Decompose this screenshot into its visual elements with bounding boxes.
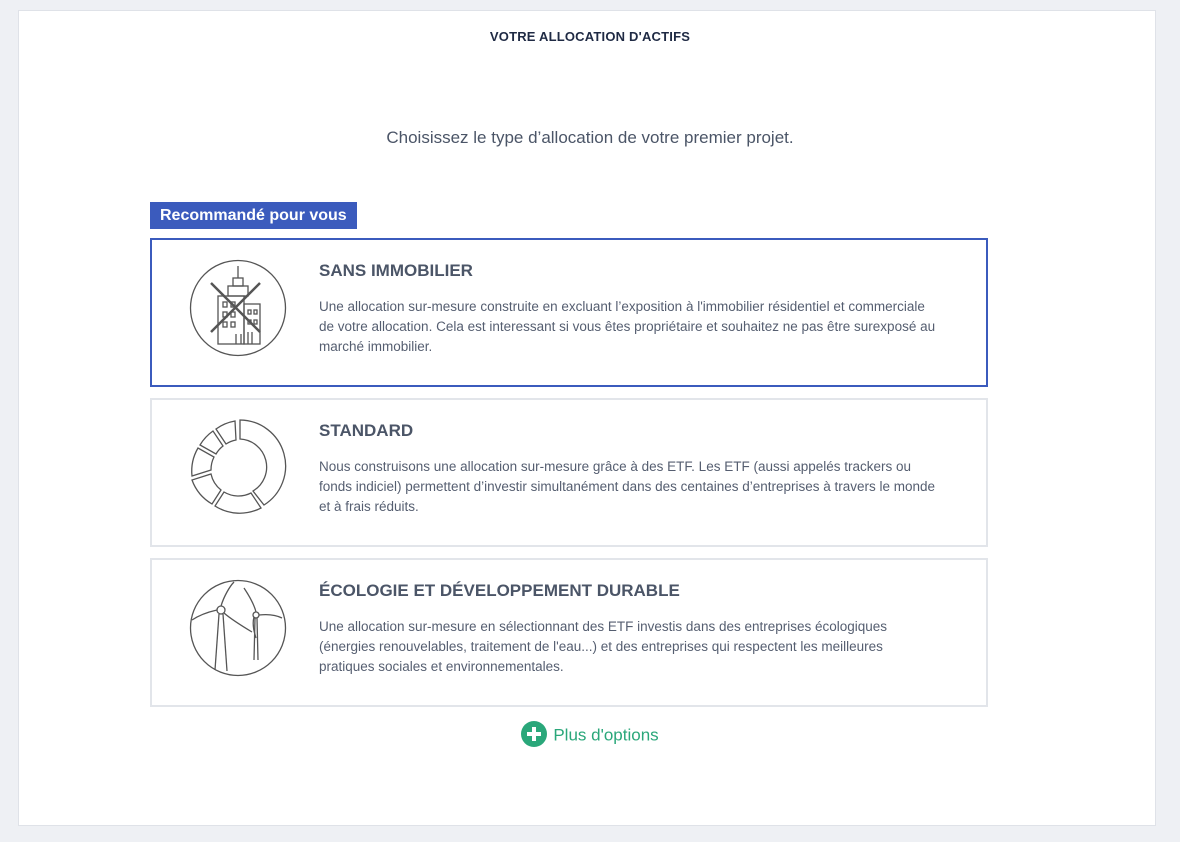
option-title: SANS IMMOBILIER — [319, 261, 473, 280]
page-title: VOTRE ALLOCATION D'ACTIFS — [489, 29, 691, 44]
option-card-standard[interactable] — [150, 398, 988, 547]
more-options-button[interactable] — [0, 724, 1180, 747]
option-card-ecologie[interactable] — [150, 558, 988, 707]
option-description: Nous construisons une allocation sur-mesure grâce à des ETF. Les ETF (aussi appelés trackers ou fonds indiciel) permettent d’investir simultanément dans des centaines d’entreprises à travers le monde et à frais réduits. — [319, 459, 936, 514]
wind-turbine-icon — [188, 578, 288, 678]
option-title: STANDARD — [319, 421, 414, 440]
option-description: Une allocation sur-mesure construite en excluant l’exposition à l'immobilier résidentiel et commerciale de votre allocation. Cela est interessant si vous êtes propriétaire et souhaitez ne pas être surexposé au marché immobilier. — [319, 299, 936, 354]
option-description: Une allocation sur-mesure en sélectionnant des ETF investis dans des entreprises écologiques (énergies renouvelables, traitement de l'eau...) et des entreprises qui respectent les meilleures pratiques sociales et environnementales. — [319, 619, 888, 674]
option-title: ÉCOLOGIE ET DÉVELOPPEMENT DURABLE — [319, 581, 680, 600]
plus-circle-icon — [521, 721, 547, 747]
recommended-badge: Recommandé pour vous — [150, 202, 357, 229]
more-options-label: Plus d'options — [553, 725, 659, 745]
panel-edge — [1157, 95, 1180, 826]
no-building-icon — [188, 258, 288, 358]
page-subtitle: Choisissez le type d’allocation de votre premier projet. — [386, 128, 794, 147]
pie-chart-icon — [188, 418, 288, 518]
option-card-sans-immobilier[interactable] — [150, 238, 988, 387]
